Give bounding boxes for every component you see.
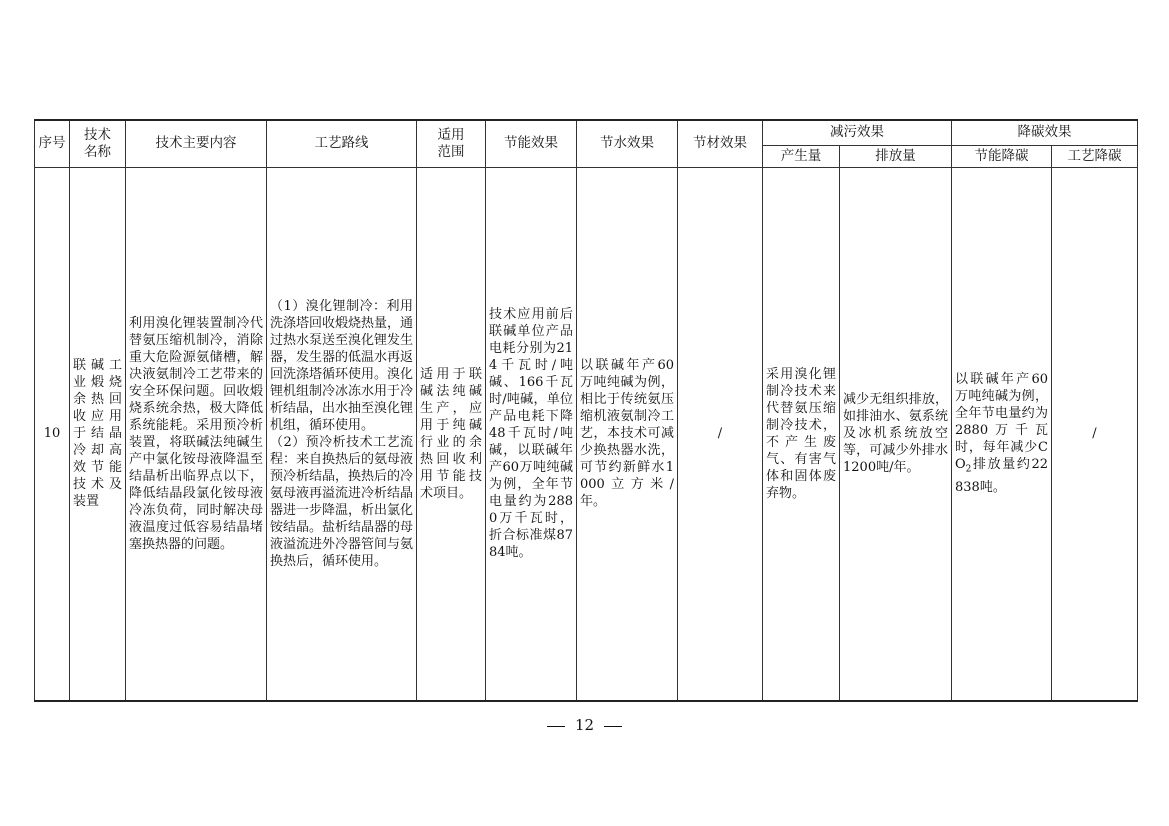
process-route-step-1: （1）溴化锂制冷：利用洗涤塔回收煅烧热量，通过热水泵送至溴化锂发生器，发生器的低温水再返回洗涤塔循环使用。溴化锂机组制冷冰冻水用于冷析结晶，出水抽至溴化锂机组，循环使用。 (270, 298, 414, 433)
co2-formula-subscript: 2 (965, 465, 972, 476)
carbon-energy-text-pre: 以联碱年产60万吨纯碱为例，全年节电量约为2880万千瓦时，每年减少 (955, 372, 1048, 456)
cell-carbon-process: / (1052, 167, 1138, 701)
process-route-step-2: （2）预冷析技术工艺流程：来自换热后的氨母液预冷析结晶，换热后的冷氨母液再溢流进冷析结晶器进一步降温，析出氯化铵结晶。盐析结晶器的母液溢流进外冷器管间与氨换热后，循环使用。 (270, 434, 414, 569)
technology-table (34, 119, 1138, 702)
page-dash-right (604, 726, 622, 727)
cell-carbon-energy (952, 167, 1052, 701)
header-carbon-process: 工艺降碳 (1052, 145, 1138, 167)
cell-main-content: 利用溴化锂装置制冷代替氨压缩机制冷，消除重大危险源氨储槽，解决液氨制冷工艺带来的安全环保问题。回收煅烧系统余热，极大降低系统能耗。采用预冷析装置，将联碱法纯碱生产中氯化铵母液降温至结晶析出临界点以下，降低结晶段氯化铵母液冷冻负荷，同时解决母液温度过低容易结晶堵塞换热器的问题。 (126, 167, 267, 701)
header-water-saving: 节水效果 (577, 120, 678, 167)
header-scope: 适用 范围 (417, 120, 486, 167)
cell-water-saving: 以联碱年产60万吨纯碱为例，相比于传统氨压缩机液氨制冷工艺，本技术可减少换热器水洗，可节约新鲜水1000立方米/年。 (577, 167, 678, 701)
table-row (35, 167, 1138, 701)
cell-seq: 10 (35, 167, 70, 701)
header-energy-saving: 节能效果 (486, 120, 577, 167)
header-process-route: 工艺路线 (267, 120, 417, 167)
cell-energy-saving: 技术应用前后联碱单位产品电耗分别为214千瓦时/吨碱、166千瓦时/吨碱，单位产品电耗下降48千瓦时/吨碱，以联碱年产60万吨纯碱为例，全年节电量约为2880万千瓦时，折合标准煤8784吨。 (486, 167, 577, 701)
co2-formula-co: CO (955, 440, 1048, 473)
cell-tech-name: 联碱工业煅烧余热回收应用于结晶冷却高效节能技术及装置 (70, 167, 126, 701)
cell-pollution-emission: 减少无组织排放，如排油水、氨系统及冰机系统放空等，可减少外排水1200吨/年。 (840, 167, 952, 701)
cell-process-route (267, 167, 417, 701)
page-dash-left (547, 726, 565, 727)
header-pollution-generated: 产生量 (763, 145, 840, 167)
header-carbon: 降碳效果 (952, 120, 1138, 145)
cell-scope: 适用于联碱法纯碱生产，应用于纯碱行业的余热回收利用节能技术项目。 (417, 167, 486, 701)
page-footer (0, 716, 1169, 734)
header-tech-name: 技术 名称 (70, 120, 126, 167)
page-number: 12 (574, 716, 595, 734)
cell-material-saving: / (678, 167, 763, 701)
header-row-1 (35, 120, 1138, 145)
header-pollution-emission: 排放量 (840, 145, 952, 167)
header-main-content: 技术主要内容 (126, 120, 267, 167)
carbon-energy-text-post: 排放量约22838吨。 (955, 457, 1048, 496)
header-carbon-energy: 节能降碳 (952, 145, 1052, 167)
cell-pollution-generated: 采用溴化锂制冷技术来代替氨压缩制冷技术，不产生废气、有害气体和固体废弃物。 (763, 167, 840, 701)
header-material-saving: 节材效果 (678, 120, 763, 167)
header-pollution: 减污效果 (763, 120, 952, 145)
header-seq: 序号 (35, 120, 70, 167)
